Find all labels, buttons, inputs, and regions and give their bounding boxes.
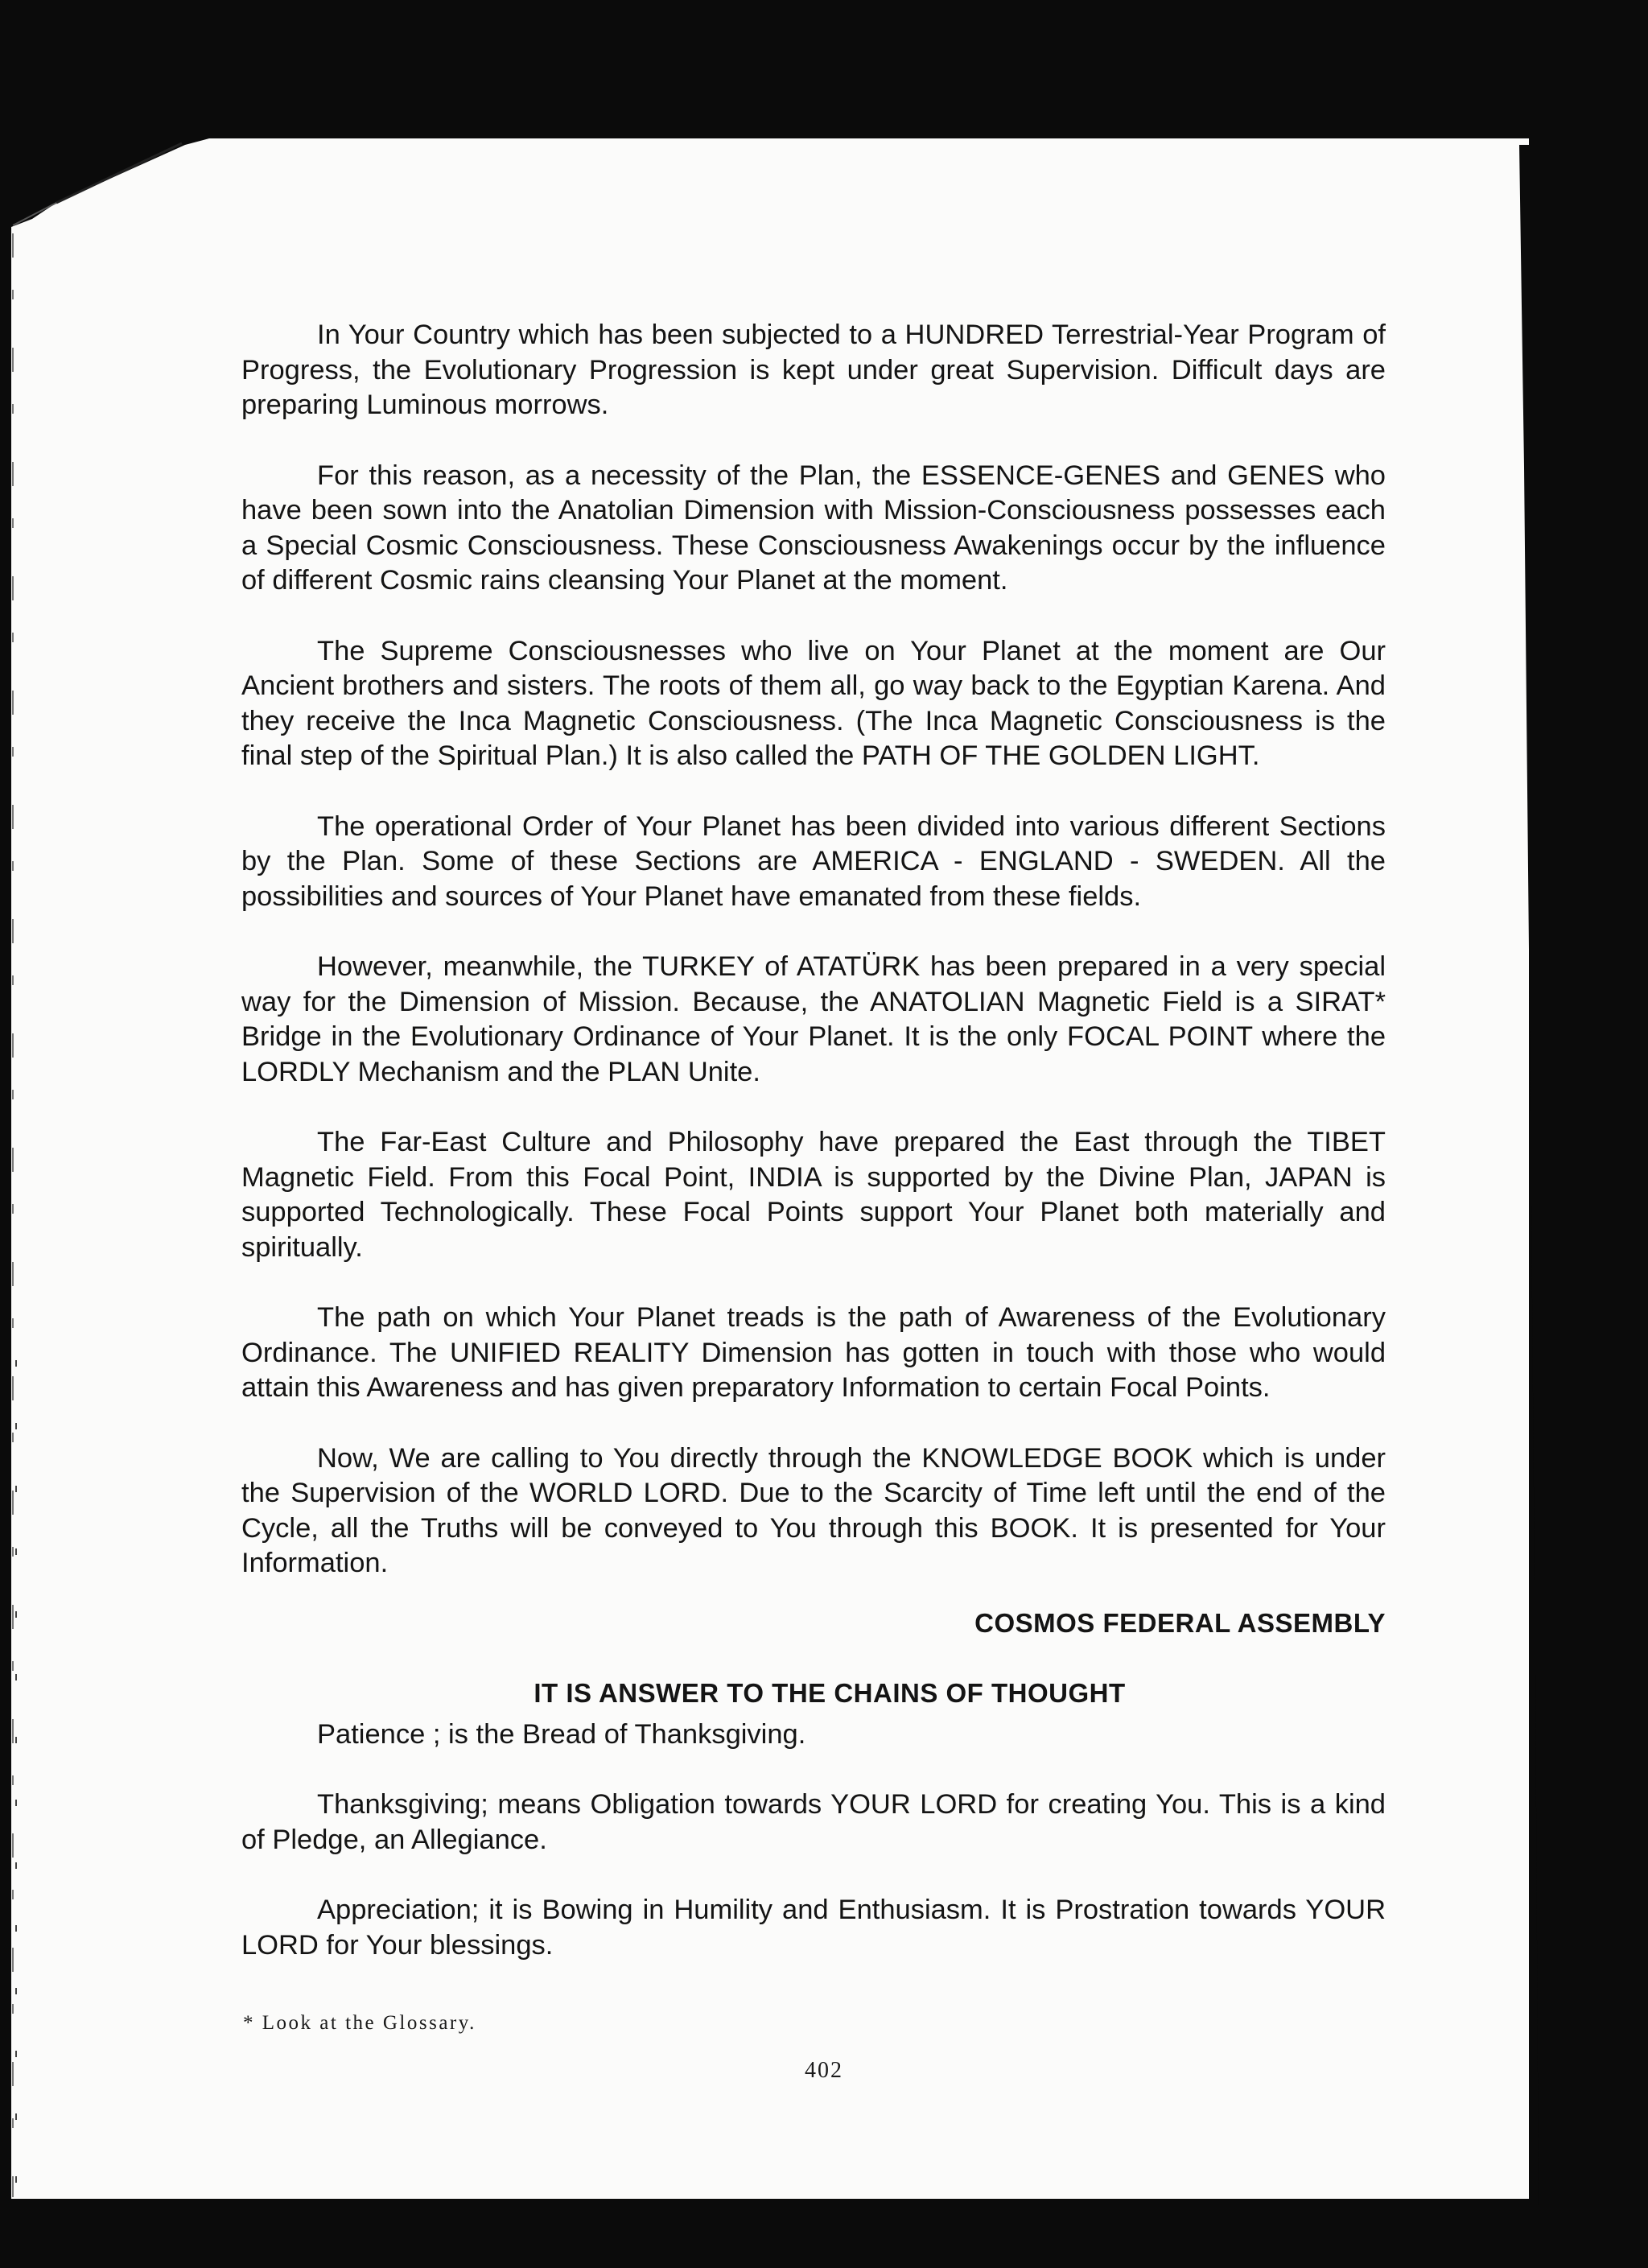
paragraph: In Your Country which has been subjected to a HUNDRED Terrestrial-Year Program of Progress, the Evolutionary Progression is kept under great Supervision. Difficult days are preparing Luminous morrows. <box>241 320 1386 420</box>
scan-left-edge <box>0 233 24 2197</box>
paragraph: The path on which Your Planet treads is the path of Awareness of the Evolutionary Ordinance. The UNIFIED REALITY Dimension has gotten in touch with those who would attain this Awareness and has given preparatory Information to certain Focal Points. <box>241 1302 1386 1403</box>
paragraph: For this reason, as a necessity of the Plan, the ESSENCE-GENES and GENES who have been sown into the Anatolian Dimension with Mission-Consciousness possesses each a Special Cosmic Consciousness. These Consciousness Awakenings occur by the influence of different Cosmic rains cleansing Your Planet at the moment. <box>241 460 1386 596</box>
folded-corner-mark <box>0 138 209 235</box>
page-body <box>241 318 1386 1998</box>
paragraph: Now, We are calling to You directly through the KNOWLEDGE BOOK which is under the Supervision of the WORLD LORD. Due to the Scarcity of Time left until the end of the Cycle, all the Truths will be conveyed to You through this BOOK. It is presented for Your Information. <box>241 1442 1386 1578</box>
section-heading: IT IS ANSWER TO THE CHAINS OF THOUGHT <box>534 1678 1126 1708</box>
paragraph: Thanksgiving; means Obligation towards YOUR LORD for creating You. This is a kind of Pledge, an Allegiance. <box>241 1789 1386 1855</box>
paragraph: Patience ; is the Bread of Thanksgiving. <box>317 1718 806 1750</box>
scan-right-edge <box>1503 145 1545 2205</box>
paragraph: Appreciation; it is Bowing in Humility and Enthusiasm. It is Prostration towards YOUR LORD for Your blessings. <box>241 1895 1386 1961</box>
scan-bottom-border <box>0 2205 1648 2268</box>
paragraph: The Supreme Consciousnesses who live on Your Planet at the moment are Our Ancient brothers and sisters. The roots of them all, go way back to the Egyptian Karena. And they receive the Inca Magnetic Consciousness. (The Inca Magnetic Consciousness is the final step of the Spiritual Plan.) It is also called the PATH OF THE GOLDEN LIGHT. <box>241 635 1386 771</box>
signature: COSMOS FEDERAL ASSEMBLY <box>974 1607 1386 1638</box>
scan-top-border <box>0 0 1648 161</box>
footnote: * Look at the Glossary. <box>243 2012 476 2034</box>
paragraph: The Far-East Culture and Philosophy have prepared the East through the TIBET Magnetic Field. From this Focal Point, INDIA is supported by the Divine Plan, JAPAN is supported Technologically. These Focal Points support Your Planet both materially and spiritually. <box>241 1127 1386 1263</box>
paragraph: The operational Order of Your Planet has been divided into various different Sections by the Plan. Some of these Sections are AMERICA - ENGLAND - SWEDEN. All the possibilities and sources of Your Planet have emanated from these fields. <box>241 810 1386 912</box>
page-number: 402 <box>805 2058 843 2083</box>
paragraph: However, meanwhile, the TURKEY of ATATÜRK has been prepared in a very special way for the Dimension of Mission. Because, the ANATOLIAN Magnetic Field is a SIRAT* Bridge in the Evolutionary Ordinance of Your Planet. It is the only FOCAL POINT where the LORDLY Mechanism and the PLAN Unite. <box>241 951 1386 1087</box>
